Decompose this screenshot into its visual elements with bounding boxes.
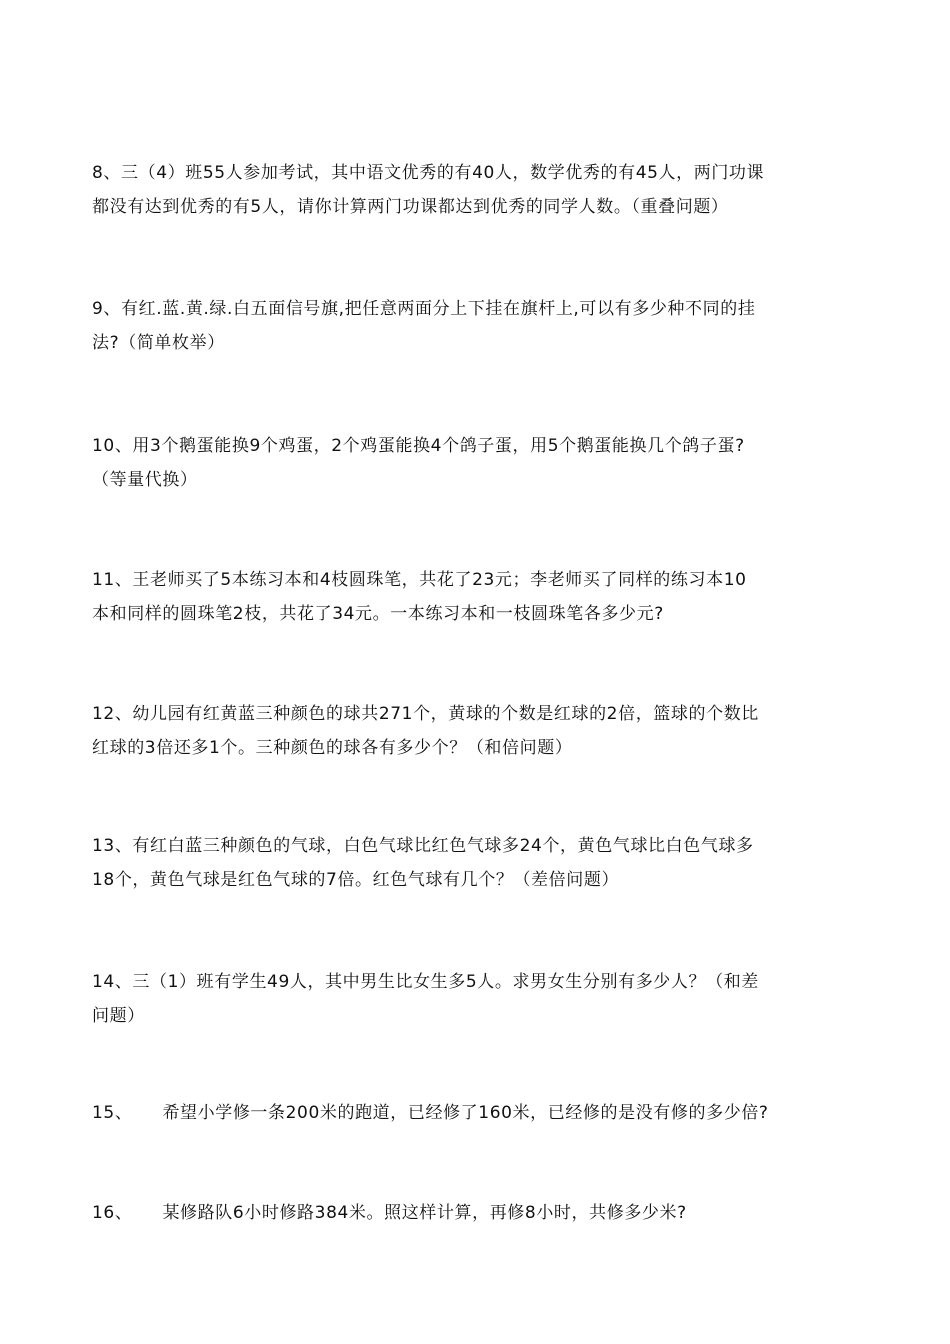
problem-14 [92, 965, 872, 1033]
problem-14-line-1: 14、三（1）班有学生49人，其中男生比女生多5人。求男女生分别有多少人？（和差 [92, 972, 759, 992]
problem-8 [92, 156, 872, 224]
problem-14-line-2: 问题） [92, 1006, 145, 1026]
problem-16-number: 16、 [92, 1203, 133, 1223]
problem-16 [92, 1196, 872, 1230]
problem-12-line-1: 12、幼儿园有红黄蓝三种颜色的球共271个，黄球的个数是红球的2倍，篮球的个数比 [92, 704, 759, 724]
problem-16-text: 某修路队6小时修路384米。照这样计算，再修8小时，共修多少米? [162, 1203, 687, 1223]
problem-10-line-1: 10、用3个鹅蛋能换9个鸡蛋，2个鸡蛋能换4个鸽子蛋，用5个鹅蛋能换几个鸽子蛋? [92, 436, 745, 456]
problem-11-line-1: 11、王老师买了5本练习本和4枝圆珠笔，共花了23元；李老师买了同样的练习本10 [92, 570, 747, 590]
problem-15 [92, 1096, 872, 1130]
problem-10 [92, 429, 872, 497]
problem-11-line-2: 本和同样的圆珠笔2枝，共花了34元。一本练习本和一枝圆珠笔各多少元? [92, 604, 664, 624]
problem-9-line-2: 法?（简单枚举） [92, 333, 225, 353]
problem-15-text: 希望小学修一条200米的跑道，已经修了160米，已经修的是没有修的多少倍? [162, 1103, 769, 1123]
problem-8-line-2: 都没有达到优秀的有5人，请你计算两门功课都达到优秀的同学人数。（重叠问题） [92, 197, 729, 217]
problem-10-line-2: （等量代换） [92, 470, 198, 490]
problem-9-line-1: 9、有红.蓝.黄.绿.白五面信号旗,把任意两面分上下挂在旗杆上,可以有多少种不同的挂 [92, 299, 756, 319]
problem-13 [92, 829, 872, 897]
problem-12-line-2: 红球的3倍还多1个。三种颜色的球各有多少个？（和倍问题） [92, 738, 573, 758]
problem-12 [92, 697, 872, 765]
problem-15-number: 15、 [92, 1103, 133, 1123]
problem-8-line-1: 8、三（4）班55人参加考试，其中语文优秀的有40人，数学优秀的有45人，两门功课 [92, 163, 765, 183]
problem-16-line-1 [92, 1196, 872, 1230]
problem-13-line-2: 18个，黄色气球是红色气球的7倍。红色气球有几个？（差倍问题） [92, 870, 620, 890]
problem-11 [92, 563, 872, 631]
problem-15-line-1 [92, 1096, 872, 1130]
problem-9 [92, 292, 872, 360]
problem-13-line-1: 13、有红白蓝三种颜色的气球，白色气球比红色气球多24个，黄色气球比白色气球多 [92, 836, 754, 856]
